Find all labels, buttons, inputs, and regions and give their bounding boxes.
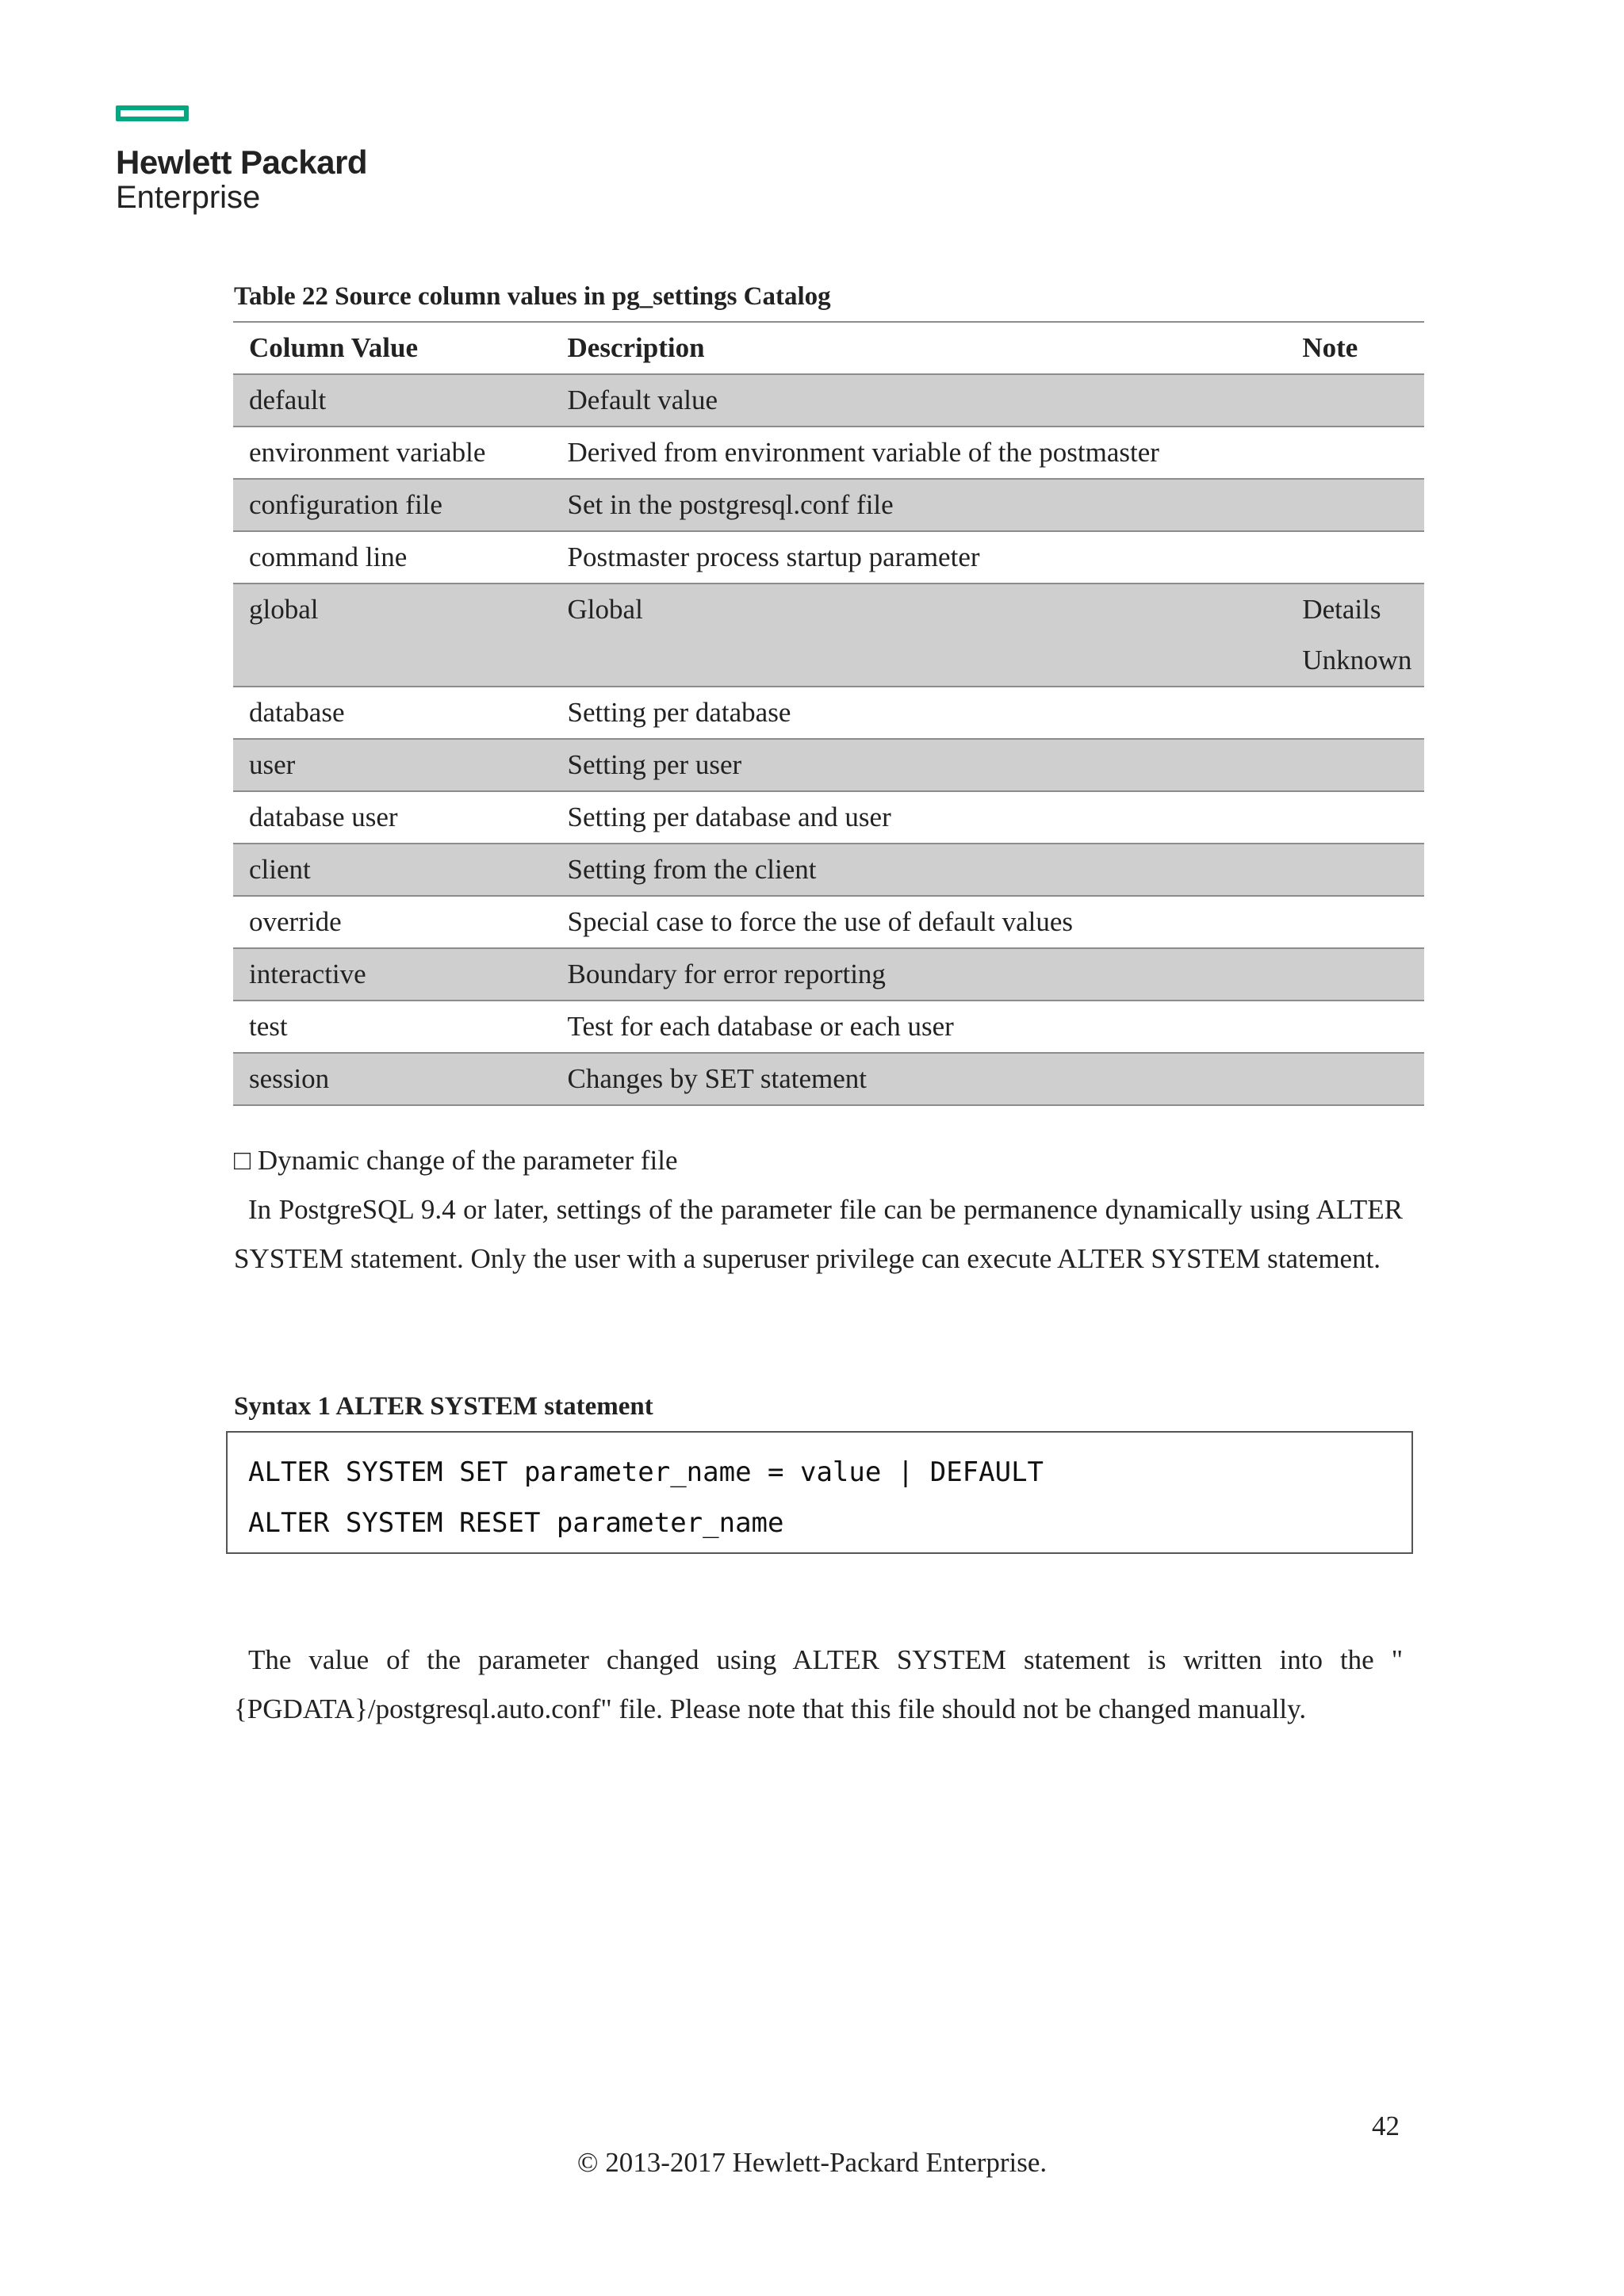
cell-column-value: override (233, 896, 552, 948)
page-number: 42 (1372, 2110, 1400, 2141)
table-row (233, 584, 1424, 687)
cell-description: Boundary for error reporting (552, 948, 1287, 1001)
cell-note (1286, 374, 1424, 427)
table-row (233, 948, 1424, 1001)
cell-note (1286, 1053, 1424, 1105)
table-row (233, 791, 1424, 844)
company-logo (116, 105, 367, 215)
cell-note (1286, 427, 1424, 479)
section-paragraph: In PostgreSQL 9.4 or later, settings of the parameter file can be permanence dynamically using ALTER SYSTEM statement. Only the user with a superuser privilege can execute ALTER SYSTEM statement. (234, 1194, 1403, 1274)
cell-note (1286, 739, 1424, 791)
code-line: ALTER SYSTEM RESET parameter_name (248, 1507, 784, 1539)
cell-description: Postmaster process startup parameter (552, 531, 1287, 584)
source-values-table (233, 321, 1424, 1106)
cell-note (1286, 479, 1424, 531)
logo-mark-icon (116, 105, 189, 121)
cell-column-value: database user (233, 791, 552, 844)
cell-column-value: environment variable (233, 427, 552, 479)
cell-note (1286, 791, 1424, 844)
table-header-row (233, 322, 1424, 374)
cell-column-value: global (233, 584, 552, 687)
syntax-caption: Syntax 1 ALTER SYSTEM statement (234, 1392, 653, 1421)
table-row (233, 479, 1424, 531)
cell-description: Setting per database (552, 687, 1287, 739)
cell-column-value: command line (233, 531, 552, 584)
table-row (233, 531, 1424, 584)
cell-description: Setting per user (552, 739, 1287, 791)
cell-note (1286, 948, 1424, 1001)
cell-note (1286, 1001, 1424, 1053)
table-row (233, 1001, 1424, 1053)
table-row (233, 844, 1424, 896)
table-row (233, 687, 1424, 739)
cell-column-value: configuration file (233, 479, 552, 531)
cell-column-value: session (233, 1053, 552, 1105)
table-row (233, 427, 1424, 479)
cell-description: Derived from environment variable of the postmaster (552, 427, 1287, 479)
cell-column-value: interactive (233, 948, 552, 1001)
header-column-value: Column Value (233, 322, 552, 374)
cell-description: Setting from the client (552, 844, 1287, 896)
cell-column-value: database (233, 687, 552, 739)
cell-column-value: client (233, 844, 552, 896)
closing-paragraph: The value of the parameter changed using ALTER SYSTEM statement is written into the "{PGDATA}/postgresql.auto.conf" file. Please note that this file should not be changed manually. (234, 1644, 1403, 1724)
header-description: Description (552, 322, 1287, 374)
cell-description: Changes by SET statement (552, 1053, 1287, 1105)
cell-note: Details Unknown (1286, 584, 1424, 687)
code-line: ALTER SYSTEM SET parameter_name = value | DEFAULT (248, 1456, 1044, 1488)
cell-column-value: default (233, 374, 552, 427)
cell-description: Set in the postgresql.conf file (552, 479, 1287, 531)
cell-note (1286, 531, 1424, 584)
cell-description: Test for each database or each user (552, 1001, 1287, 1053)
cell-description: Global (552, 584, 1287, 687)
cell-description: Setting per database and user (552, 791, 1287, 844)
cell-description: Default value (552, 374, 1287, 427)
cell-note (1286, 687, 1424, 739)
cell-column-value: test (233, 1001, 552, 1053)
table-body (233, 374, 1424, 1105)
section-heading: □ Dynamic change of the parameter file (234, 1145, 678, 1176)
table-row (233, 374, 1424, 427)
table-caption: Table 22 Source column values in pg_settings Catalog (234, 282, 831, 311)
table-row (233, 896, 1424, 948)
syntax-code-block (226, 1431, 1413, 1554)
logo-text-line2: Enterprise (116, 180, 261, 215)
table-row (233, 739, 1424, 791)
logo-text-line1: Hewlett Packard (116, 144, 367, 181)
cell-note (1286, 844, 1424, 896)
cell-note (1286, 896, 1424, 948)
cell-column-value: user (233, 739, 552, 791)
table-row (233, 1053, 1424, 1105)
cell-description: Special case to force the use of default values (552, 896, 1287, 948)
header-note: Note (1286, 322, 1424, 374)
copyright-notice: © 2013-2017 Hewlett-Packard Enterprise. (576, 2147, 1048, 2178)
